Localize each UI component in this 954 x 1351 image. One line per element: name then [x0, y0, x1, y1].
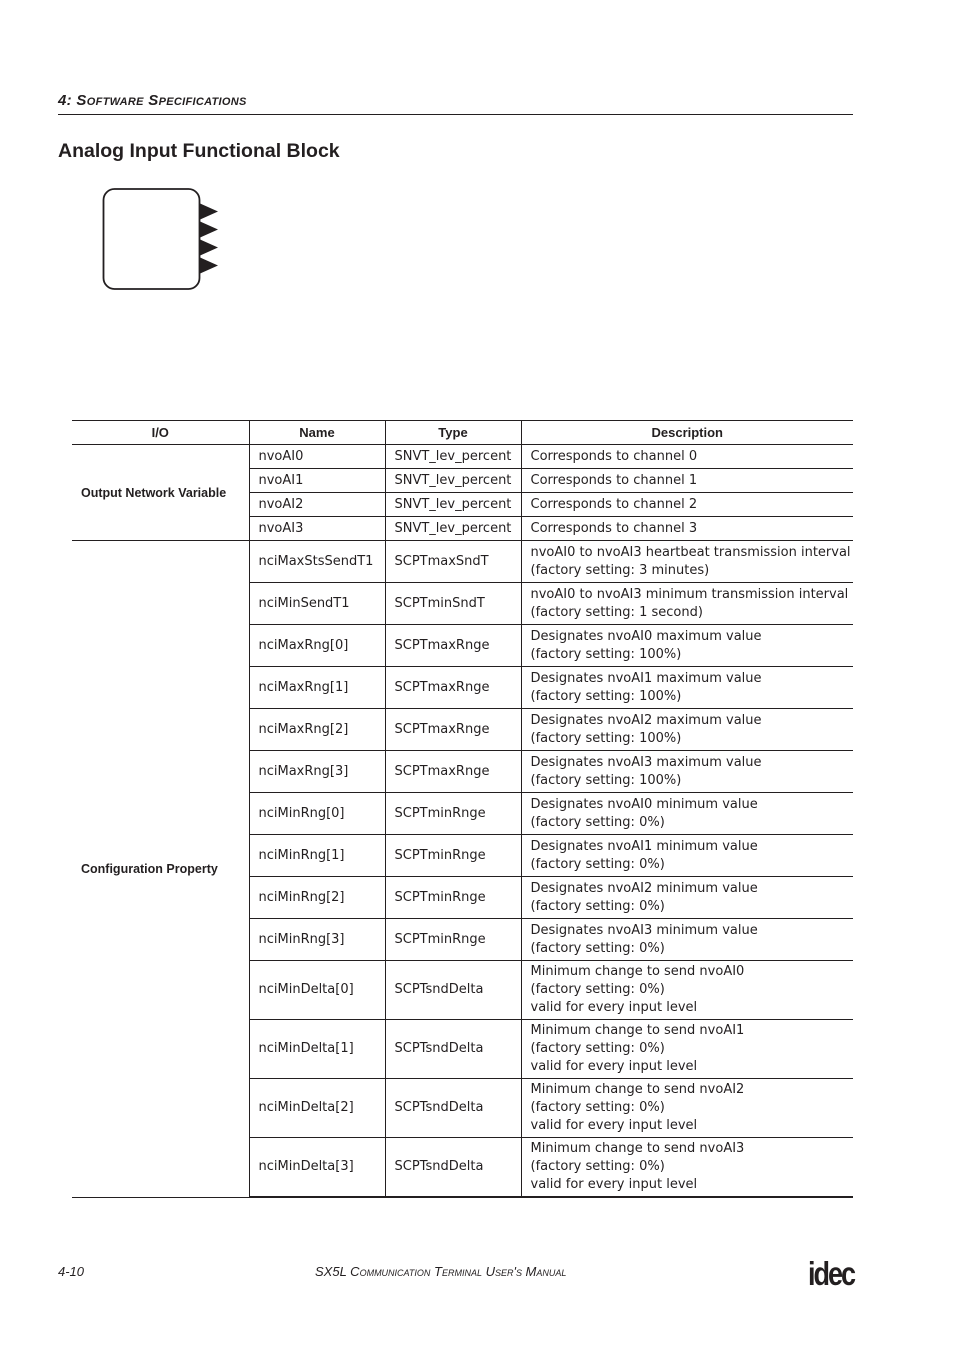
table-header-row — [72, 421, 853, 445]
cell-description — [521, 541, 853, 583]
cell-type: SCPTmaxRnge — [385, 751, 521, 793]
cell-type: SCPTmaxSndT — [385, 541, 521, 583]
cell-description — [521, 583, 853, 625]
description-line: valid for every input level — [530, 1118, 698, 1133]
cell-description — [521, 469, 853, 493]
table-row — [72, 445, 853, 469]
output-arrow-1 — [199, 221, 218, 238]
description-line: nvoAI0 to nvoAI3 heartbeat transmission interval — [530, 544, 851, 560]
io-group-label: Configuration Property — [72, 541, 249, 1198]
cell-type: SCPTmaxRnge — [385, 667, 521, 709]
cell-type: SCPTmaxRnge — [385, 709, 521, 751]
description-line: (factory setting: 3 minutes) — [530, 562, 710, 578]
cell-name: nciMinDelta[3] — [249, 1138, 385, 1198]
cell-type: SCPTsndDelta — [385, 961, 521, 1020]
cell-name: nciMinRng[1] — [249, 835, 385, 877]
cell-description — [521, 709, 853, 751]
cell-name: nciMaxStsSendT1 — [249, 541, 385, 583]
description-line: nvoAI0 to nvoAI3 minimum transmission interval — [530, 586, 849, 602]
cell-name: nvoAI2 — [249, 493, 385, 517]
description-line: valid for every input level — [530, 1177, 698, 1192]
cell-description — [521, 1138, 853, 1198]
cell-type: SNVT_lev_percent — [385, 517, 521, 541]
description-line: (factory setting: 0%) — [530, 814, 665, 830]
cell-type: SCPTsndDelta — [385, 1020, 521, 1079]
cell-description — [521, 493, 853, 517]
cell-description — [521, 445, 853, 469]
description-line: (factory setting: 100%) — [530, 772, 682, 788]
output-arrow-2 — [199, 239, 218, 256]
page-number: 4-10 — [58, 1264, 85, 1279]
spec-table — [72, 420, 853, 1198]
chapter-title: 4: Software Specifications — [58, 92, 247, 109]
section-title: Analog Input Functional Block — [58, 140, 340, 162]
header-description: Description — [521, 421, 853, 445]
cell-type: SNVT_lev_percent — [385, 493, 521, 517]
output-arrow-0 — [199, 203, 218, 220]
cell-name: nciMinDelta[2] — [249, 1079, 385, 1138]
cell-description — [521, 751, 853, 793]
description-line: (factory setting: 1 second) — [530, 604, 703, 620]
description-line: Designates nvoAI3 minimum value — [530, 922, 758, 938]
cell-name: nciMaxRng[3] — [249, 751, 385, 793]
cell-description — [521, 667, 853, 709]
cell-description — [521, 793, 853, 835]
cell-name: nvoAI0 — [249, 445, 385, 469]
chapter-header — [58, 92, 853, 115]
cell-name: nciMinRng[0] — [249, 793, 385, 835]
cell-type: SCPTsndDelta — [385, 1079, 521, 1138]
description-line: Designates nvoAI1 maximum value — [530, 670, 762, 686]
description-line: (factory setting: 0%) — [530, 940, 665, 956]
description-line: (factory setting: 0%) — [530, 1041, 665, 1056]
cell-type: SCPTminRnge — [385, 835, 521, 877]
description-line: Designates nvoAI2 maximum value — [530, 712, 762, 728]
cell-description — [521, 877, 853, 919]
cell-name: nciMinDelta[1] — [249, 1020, 385, 1079]
cell-description — [521, 919, 853, 961]
cell-type: SCPTminRnge — [385, 793, 521, 835]
cell-name: nciMinRng[3] — [249, 919, 385, 961]
cell-type: SCPTmaxRnge — [385, 625, 521, 667]
cell-name: nciMinRng[2] — [249, 877, 385, 919]
description-line: Corresponds to channel 2 — [530, 496, 698, 512]
description-line: valid for every input level — [530, 1000, 698, 1015]
description-line: Corresponds to channel 3 — [530, 520, 698, 536]
description-line: (factory setting: 0%) — [530, 856, 665, 872]
cell-type: SCPTminRnge — [385, 919, 521, 961]
description-line: Designates nvoAI1 minimum value — [530, 838, 758, 854]
idec-logo: idec — [808, 1255, 854, 1292]
description-line: (factory setting: 100%) — [530, 688, 682, 704]
description-line: (factory setting: 0%) — [530, 1159, 665, 1174]
cell-name: nciMinSendT1 — [249, 583, 385, 625]
description-line: Designates nvoAI0 minimum value — [530, 796, 758, 812]
block-box — [104, 189, 200, 289]
description-line: Designates nvoAI2 minimum value — [530, 880, 758, 896]
description-line: Corresponds to channel 1 — [530, 472, 698, 488]
cell-description — [521, 517, 853, 541]
cell-description — [521, 1020, 853, 1079]
header-type: Type — [385, 421, 521, 445]
header-name: Name — [249, 421, 385, 445]
functional-block-diagram — [100, 186, 224, 294]
cell-type: SCPTminRnge — [385, 877, 521, 919]
cell-description — [521, 625, 853, 667]
cell-description — [521, 835, 853, 877]
header-io: I/O — [72, 421, 249, 445]
description-line: Designates nvoAI0 maximum value — [530, 628, 762, 644]
cell-description — [521, 961, 853, 1020]
description-line: valid for every input level — [530, 1059, 698, 1074]
description-line: Designates nvoAI3 maximum value — [530, 754, 762, 770]
cell-name: nciMinDelta[0] — [249, 961, 385, 1020]
description-line: (factory setting: 0%) — [530, 898, 665, 914]
cell-type: SNVT_lev_percent — [385, 445, 521, 469]
cell-name: nciMaxRng[2] — [249, 709, 385, 751]
cell-type: SNVT_lev_percent — [385, 469, 521, 493]
cell-name: nvoAI3 — [249, 517, 385, 541]
description-line: (factory setting: 0%) — [530, 1100, 665, 1115]
description-line: (factory setting: 100%) — [530, 646, 682, 662]
cell-description — [521, 1079, 853, 1138]
cell-name: nciMaxRng[0] — [249, 625, 385, 667]
output-arrow-3 — [199, 257, 218, 274]
description-line: Minimum change to send nvoAI3 — [530, 1141, 745, 1156]
description-line: Minimum change to send nvoAI1 — [530, 1023, 745, 1038]
io-group-label: Output Network Variable — [72, 445, 249, 541]
table-row — [72, 541, 853, 583]
cell-type: SCPTminSndT — [385, 583, 521, 625]
description-line: Minimum change to send nvoAI0 — [530, 964, 745, 979]
cell-name: nvoAI1 — [249, 469, 385, 493]
description-line: Corresponds to channel 0 — [530, 448, 698, 464]
cell-name: nciMaxRng[1] — [249, 667, 385, 709]
description-line: (factory setting: 0%) — [530, 982, 665, 997]
description-line: Minimum change to send nvoAI2 — [530, 1082, 745, 1097]
manual-title: SX5L Communication Terminal User's Manual — [315, 1264, 567, 1279]
description-line: (factory setting: 100%) — [530, 730, 682, 746]
cell-type: SCPTsndDelta — [385, 1138, 521, 1198]
